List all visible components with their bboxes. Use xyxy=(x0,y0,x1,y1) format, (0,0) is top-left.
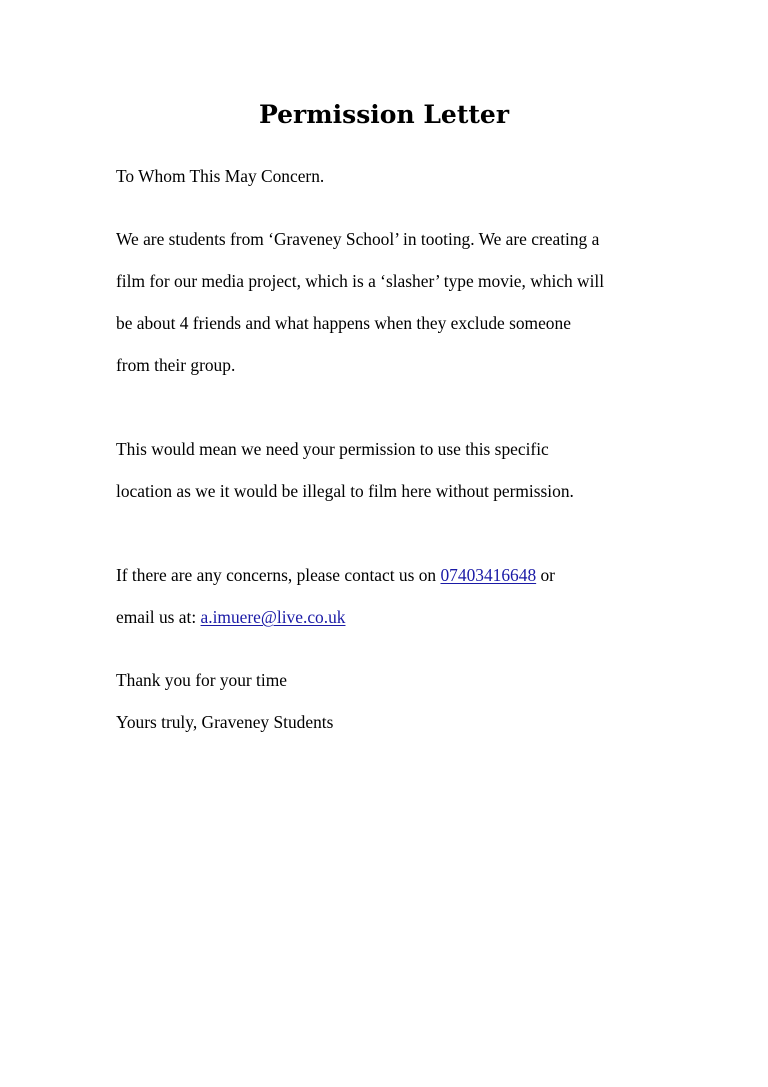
letter-title xyxy=(0,93,768,137)
paragraph-contact xyxy=(116,544,661,649)
email-link[interactable]: a.imuere@live.co.uk xyxy=(200,607,346,627)
contact-line-email xyxy=(116,607,661,628)
contact-text: If there are any concerns, please contact us on xyxy=(116,565,441,585)
paragraph-students-project xyxy=(116,208,661,397)
paragraph-line: film for our media project, which is a ‘slasher’ type movie, which will xyxy=(116,271,605,291)
paragraph-line: This would mean we need your permission to use this specific xyxy=(116,439,549,459)
letter-title-text: Permission Letter xyxy=(258,100,509,129)
signoff-line: Yours truly, Graveney Students xyxy=(116,712,334,732)
thanks-line: Thank you for your time xyxy=(116,670,287,690)
contact-line-phone xyxy=(116,565,661,586)
paragraph-line: from their group. xyxy=(116,355,236,375)
paragraph-line: be about 4 friends and what happens when they exclude someone xyxy=(116,313,571,333)
phone-link[interactable]: 07403416648 xyxy=(440,565,537,585)
contact-text: email us at: xyxy=(116,607,201,627)
paragraph-permission-request xyxy=(116,418,661,523)
contact-text: or xyxy=(536,565,555,585)
letter-body xyxy=(116,166,661,754)
paragraph-line: location as we it would be illegal to film here without permission. xyxy=(116,481,574,501)
paragraph-line: We are students from ‘Graveney School’ in tooting. We are creating a xyxy=(116,229,600,249)
salutation: To Whom This May Concern. xyxy=(116,166,325,186)
